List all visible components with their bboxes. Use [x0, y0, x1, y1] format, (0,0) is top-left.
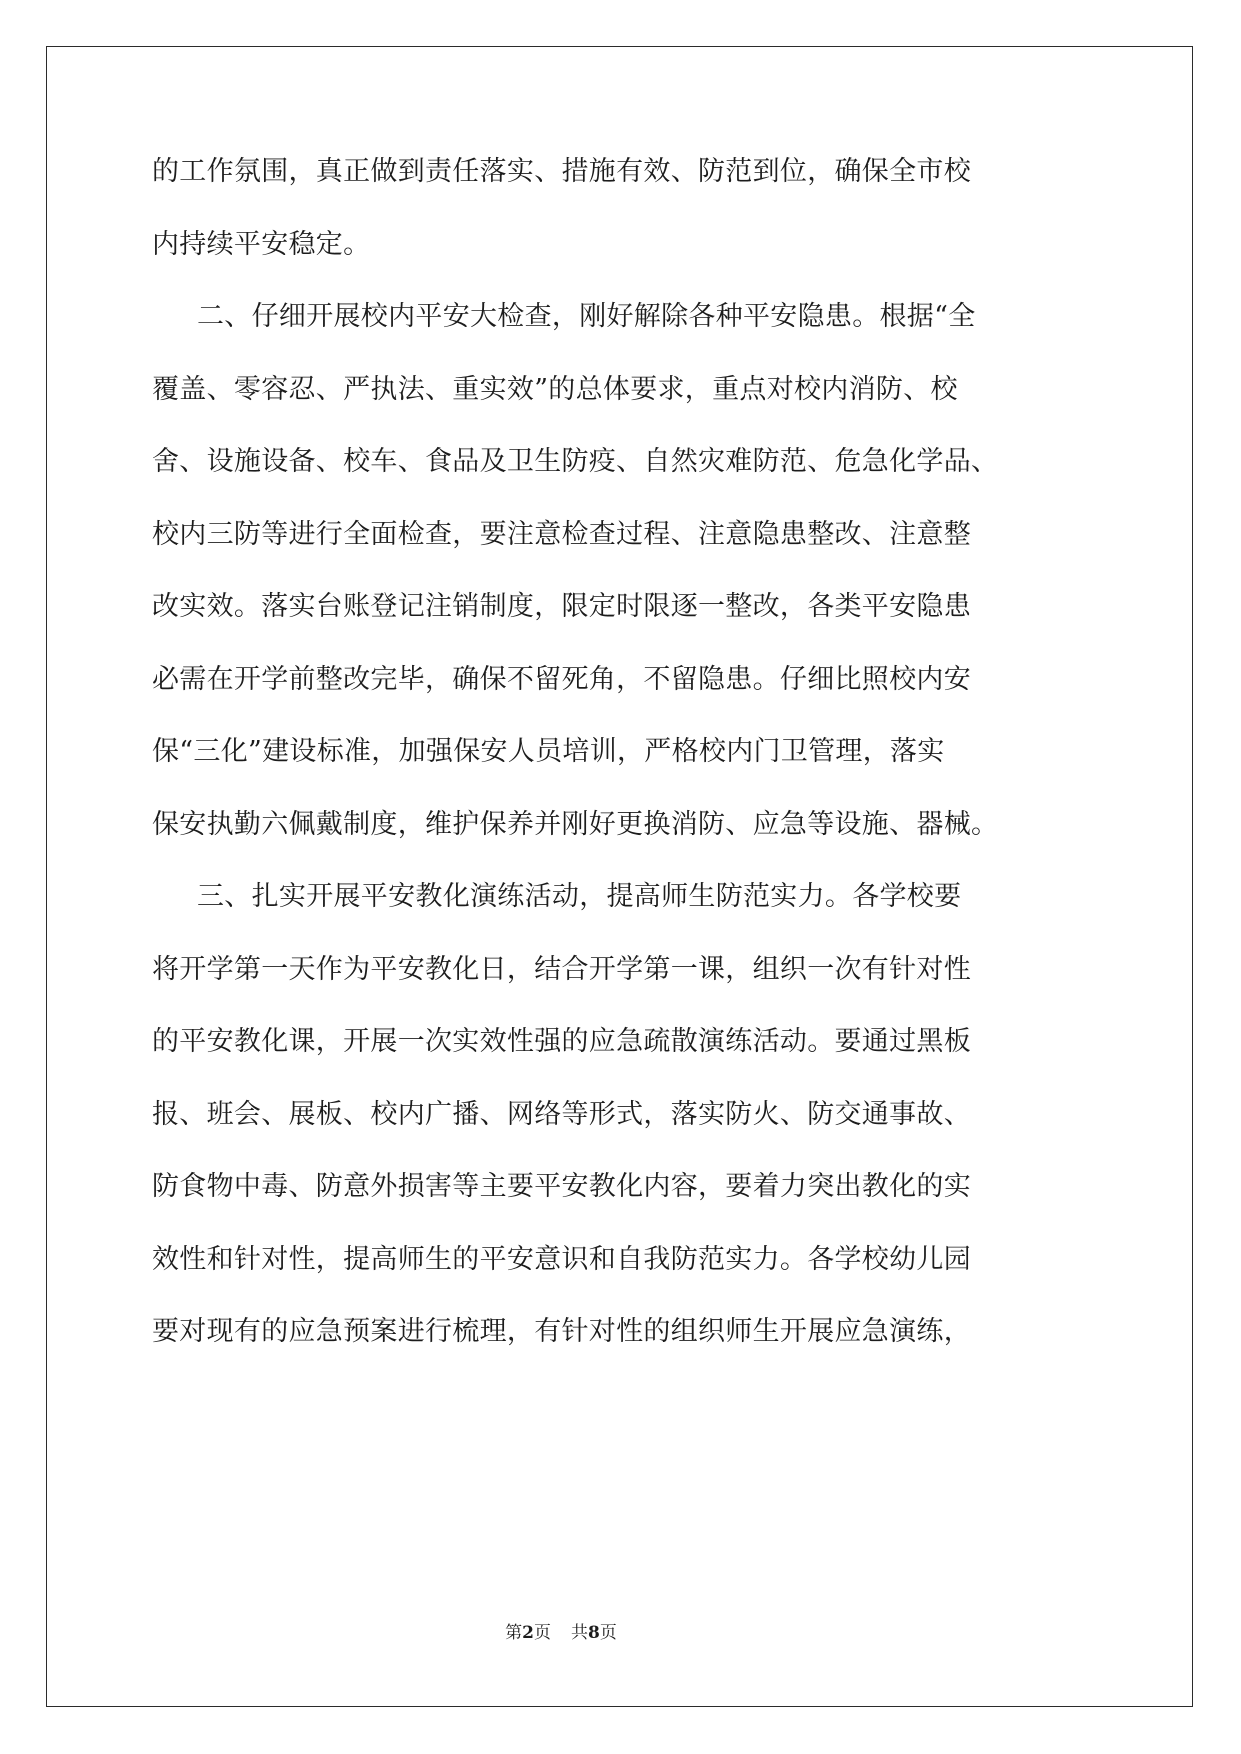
text-line: 的工作氛围，真正做到责任落实、措施有效、防范到位，确保全市校: [152, 156, 971, 187]
total-prefix: 共: [571, 1623, 588, 1643]
paragraph-section-three: [152, 861, 1052, 1369]
text-line: 的平安教化课，开展一次实效性强的应急疏散演练活动。要通过黑板: [152, 1026, 971, 1057]
text-line: 防食物中毒、防意外损害等主要平安教化内容，要着力突出教化的实: [152, 1171, 971, 1202]
text-line: 校内三防等进行全面检查，要注意检查过程、注意隐患整改、注意整: [152, 518, 971, 550]
paragraph-continued: [152, 136, 1052, 281]
text-line: 要对现有的应急预案进行梳理，有针对性的组织师生开展应急演练，: [152, 1316, 971, 1347]
text-line: 三、扎实开展平安教化演练活动，提高师生防范实力。各学校要: [197, 881, 962, 912]
text-line: 保“三化”建设标准，加强保安人员培训，严格校内门卫管理，落实: [152, 736, 945, 767]
page-number: 2: [522, 1623, 534, 1643]
page-suffix: 页: [534, 1623, 551, 1643]
text-line: 二、仔细开展校内平安大检查，刚好解除各种平安隐患。根据“全: [197, 301, 976, 332]
text-line: 报、班会、展板、校内广播、网络等形式，落实防火、防交通事故、: [152, 1098, 971, 1130]
text-line: 必需在开学前整改完毕，确保不留死角，不留隐患。仔细比照校内安: [152, 663, 971, 695]
paragraph-section-two: [152, 281, 1052, 861]
total-suffix: 页: [599, 1623, 617, 1643]
text-line: 舍、设施设备、校车、食品及卫生防疫、自然灾难防范、危急化学品、: [152, 446, 999, 477]
page-number-total: [571, 1623, 617, 1643]
text-line: 内持续平安稳定。: [152, 228, 371, 260]
page-footer: [152, 1620, 970, 1646]
text-line: 改实效。落实台账登记注销制度，限定时限逐一整改，各类平安隐患: [152, 591, 971, 622]
total-pages: 8: [588, 1623, 600, 1643]
body-text: [152, 136, 1052, 1369]
page-number-current: [505, 1623, 551, 1643]
text-line: 覆盖、零容忍、严执法、重实效”的总体要求，重点对校内消防、校: [152, 373, 958, 405]
text-line: 将开学第一天作为平安教化日，结合开学第一课，组织一次有针对性: [152, 953, 971, 985]
page-prefix: 第: [505, 1623, 523, 1643]
text-line: 保安执勤六佩戴制度，维护保养并刚好更换消防、应急等设施、器械。: [152, 808, 999, 840]
text-line: 效性和针对性，提高师生的平安意识和自我防范实力。各学校幼儿园: [152, 1243, 971, 1275]
